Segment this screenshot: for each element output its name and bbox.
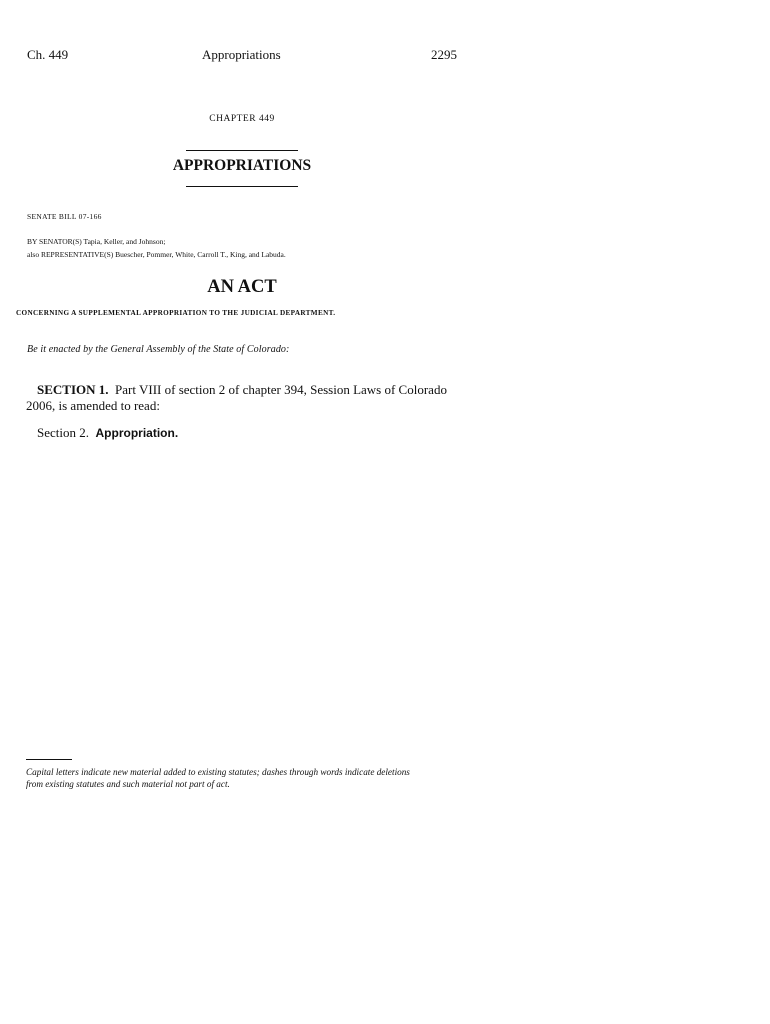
- title-rule-top: [186, 150, 298, 151]
- senate-sponsors: BY SENATOR(S) Tapia, Keller, and Johnson;: [27, 237, 166, 246]
- enacting-clause: Be it enacted by the General Assembly of the State of Colorado:: [27, 344, 290, 355]
- section-2-prefix: Section 2.: [37, 425, 89, 440]
- page-number: 2295: [431, 47, 457, 62]
- chapter-reference: Ch. 449: [27, 47, 69, 62]
- bill-id: SENATE BILL 07-166: [27, 212, 102, 221]
- title-rule-bottom: [186, 186, 298, 187]
- act-heading: AN ACT: [207, 277, 277, 297]
- running-title: Appropriations: [202, 47, 281, 62]
- section-2-heading: [37, 425, 178, 441]
- chapter-number: CHAPTER 449: [209, 114, 275, 124]
- section-1-line-2: 2006, is amended to read:: [26, 398, 160, 413]
- section-1-line-1: [37, 382, 447, 398]
- footnote-line-1: Capital letters indicate new material added to existing statutes; dashes through words indicate deletions: [26, 767, 410, 777]
- footnote-line-2: from existing statutes and such material not part of act.: [26, 779, 230, 789]
- footnote-rule: [26, 759, 72, 760]
- section-2-label: Appropriation.: [95, 426, 179, 440]
- concerning-clause: CONCERNING A SUPPLEMENTAL APPROPRIATION TO THE JUDICIAL DEPARTMENT.: [16, 309, 336, 317]
- section-1-text: Part VIII of section 2 of chapter 394, Session Laws of Colorado: [115, 382, 447, 397]
- house-sponsors: also REPRESENTATIVE(S) Buescher, Pommer, White, Carroll T., King, and Labuda.: [27, 250, 286, 259]
- section-1-label: SECTION 1.: [37, 382, 109, 397]
- chapter-title: APPROPRIATIONS: [172, 157, 312, 174]
